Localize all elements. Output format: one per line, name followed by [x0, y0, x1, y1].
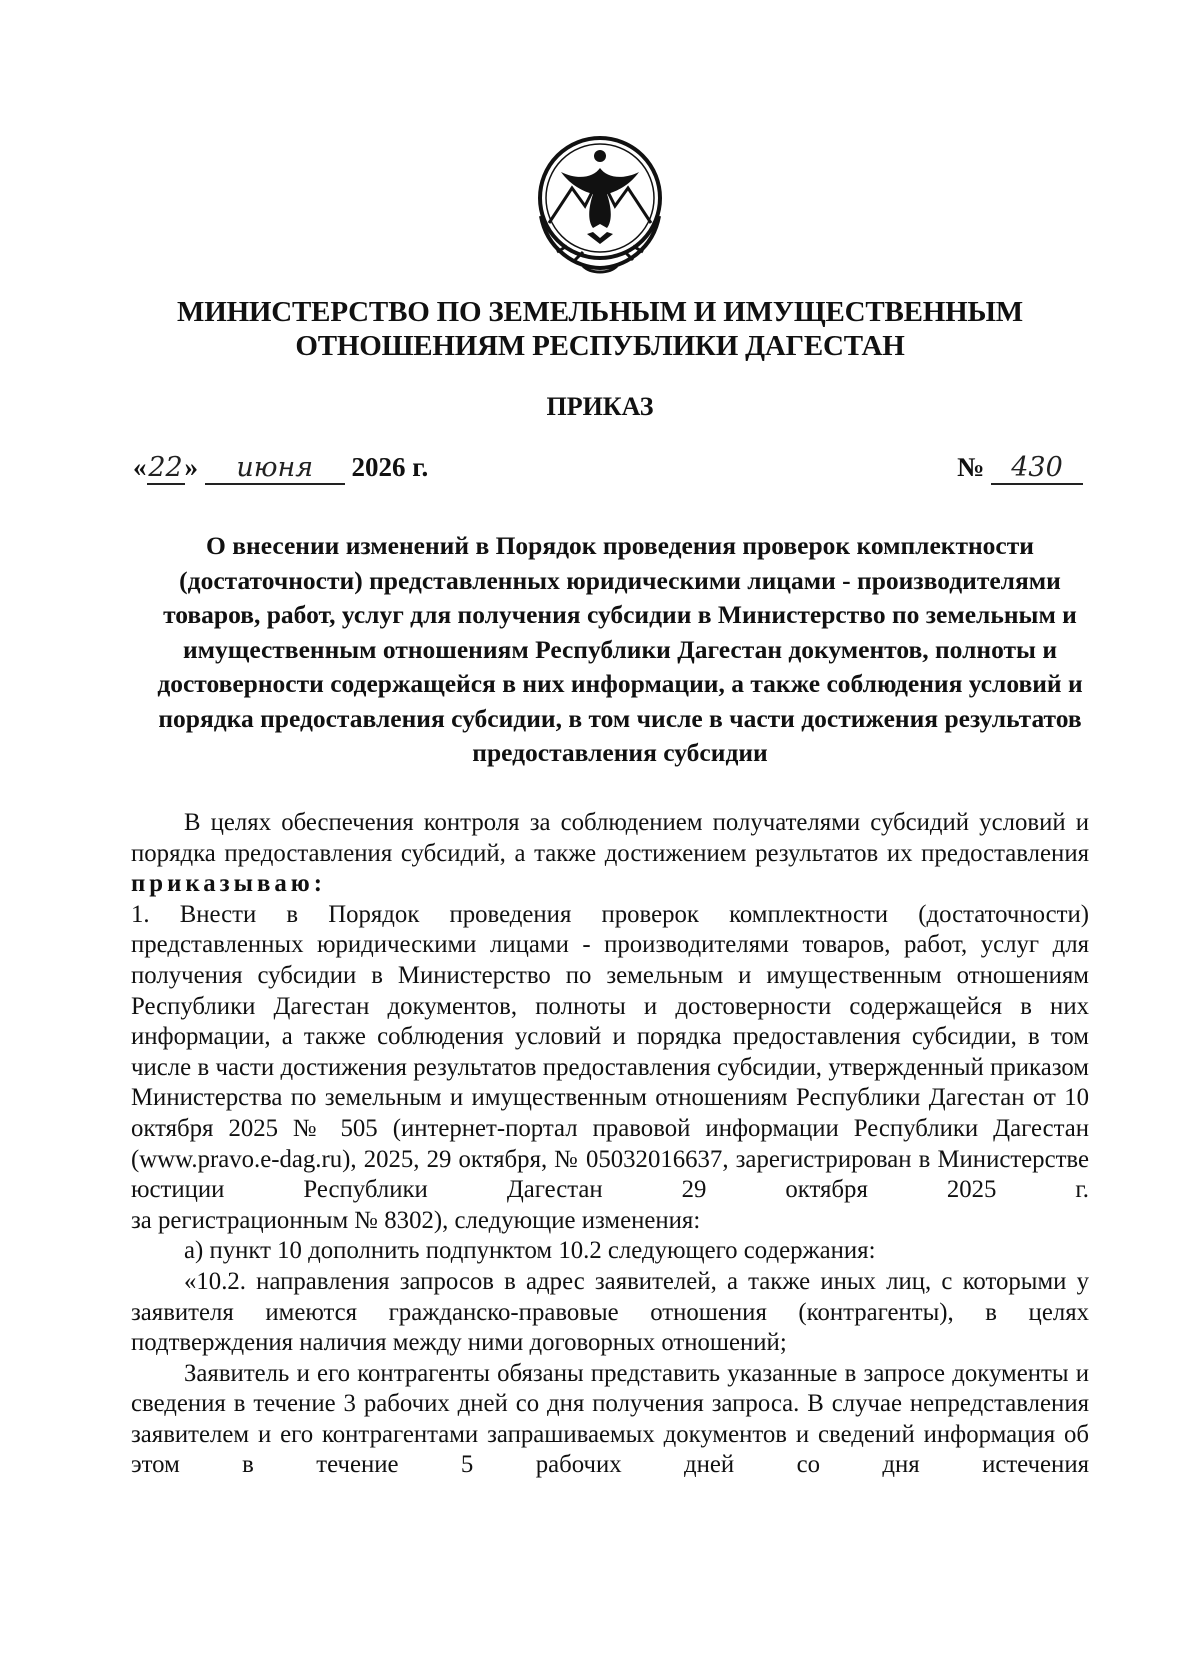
- last-paragraph: Заявитель и его контрагенты обязаны представить указанные в запросе документы и сведения в течение 3 рабочих дней со дня получения запроса. В случае непредставления заявителем и его контрагентами запрашиваемых документов и сведений информация об этом в течение 5 рабочих дней со дня истечения: [131, 1359, 1089, 1479]
- document-date: [133, 452, 428, 485]
- document-year: 2026 г.: [351, 452, 429, 482]
- item-1-paragraph: 1. Внести в Порядок проведения проверок комплектности (достаточности) представленных юридическими лицами - производителями товаров, работ, услуг для получения субсидии в Министерство по земельным и имущественным отношениям Республики Дагестан документов, полноты и достоверности содержащейся в них информации, а также соблюдения условий и порядка предоставления субсидии, в том числе в части достижения результатов предоставления субсидии, утвержденный приказом Министерства по земельным и имущественным отношениям Республики Дагестан от 10 октября 2025 № 505 (интернет-портал правовой информации Республики Дагестан (www.pravo.e-dag.ru), 2025, 29 октября, № 05032016637, зарегистрирован в Министерстве юстиции Республики Дагестан 29 октября 2025 г.: [131, 900, 1089, 1204]
- document-number: [957, 452, 1083, 485]
- intro-text: В целях обеспечения контроля за соблюдением получателями субсидий условий и порядка предоставления субсидий, а также достижением результатов их предоставления: [131, 809, 1089, 867]
- quote-close: »: [184, 452, 198, 482]
- document-type: ПРИКАЗ: [546, 392, 654, 421]
- subclause-10-2: «10.2. направления запросов в адрес заявителей, а также иных лиц, с которыми у заявителя имеются гражданско-правовые отношения (контрагенты), в целях подтверждения наличия между ними договорных отношений;: [131, 1267, 1089, 1357]
- handwritten-month: июня: [205, 452, 345, 485]
- ministry-name: [0, 295, 1200, 363]
- item-a-paragraph: а) пункт 10 дополнить подпунктом 10.2 следующего содержания:: [184, 1237, 876, 1265]
- quote-open: «: [133, 452, 147, 482]
- number-label: №: [957, 452, 985, 482]
- coat-of-arms-emblem: [527, 128, 673, 278]
- intro-paragraph: [131, 808, 1089, 900]
- item-1-end: за регистрационным № 8302), следующие изменения:: [131, 1206, 701, 1234]
- handwritten-number: 430: [991, 452, 1083, 485]
- document-body: [131, 808, 1089, 1481]
- handwritten-day: 22: [148, 452, 183, 483]
- ministry-name-line1: МИНИСТЕРСТВО ПО ЗЕМЕЛЬНЫМ И ИМУЩЕСТВЕННЫМ: [177, 296, 1023, 328]
- document-title: О внесении изменений в Порядок проведения проверок комплектности (достаточности) представленных юридическими лицами - производителями товаров, работ, услуг для получения субсидии в Министерство по земельным и имущественным отношениям Республики Дагестан документов, полноты и достоверности содержащейся в них информации, а также соблюдения условий и порядка предоставления субсидии, в том числе в части достижения результатов предоставления субсидии: [157, 531, 1083, 767]
- ministry-name-line2: ОТНОШЕНИЯМ РЕСПУБЛИКИ ДАГЕСТАН: [295, 330, 905, 362]
- date-number-line: [133, 452, 1083, 492]
- order-word: приказываю:: [131, 870, 326, 898]
